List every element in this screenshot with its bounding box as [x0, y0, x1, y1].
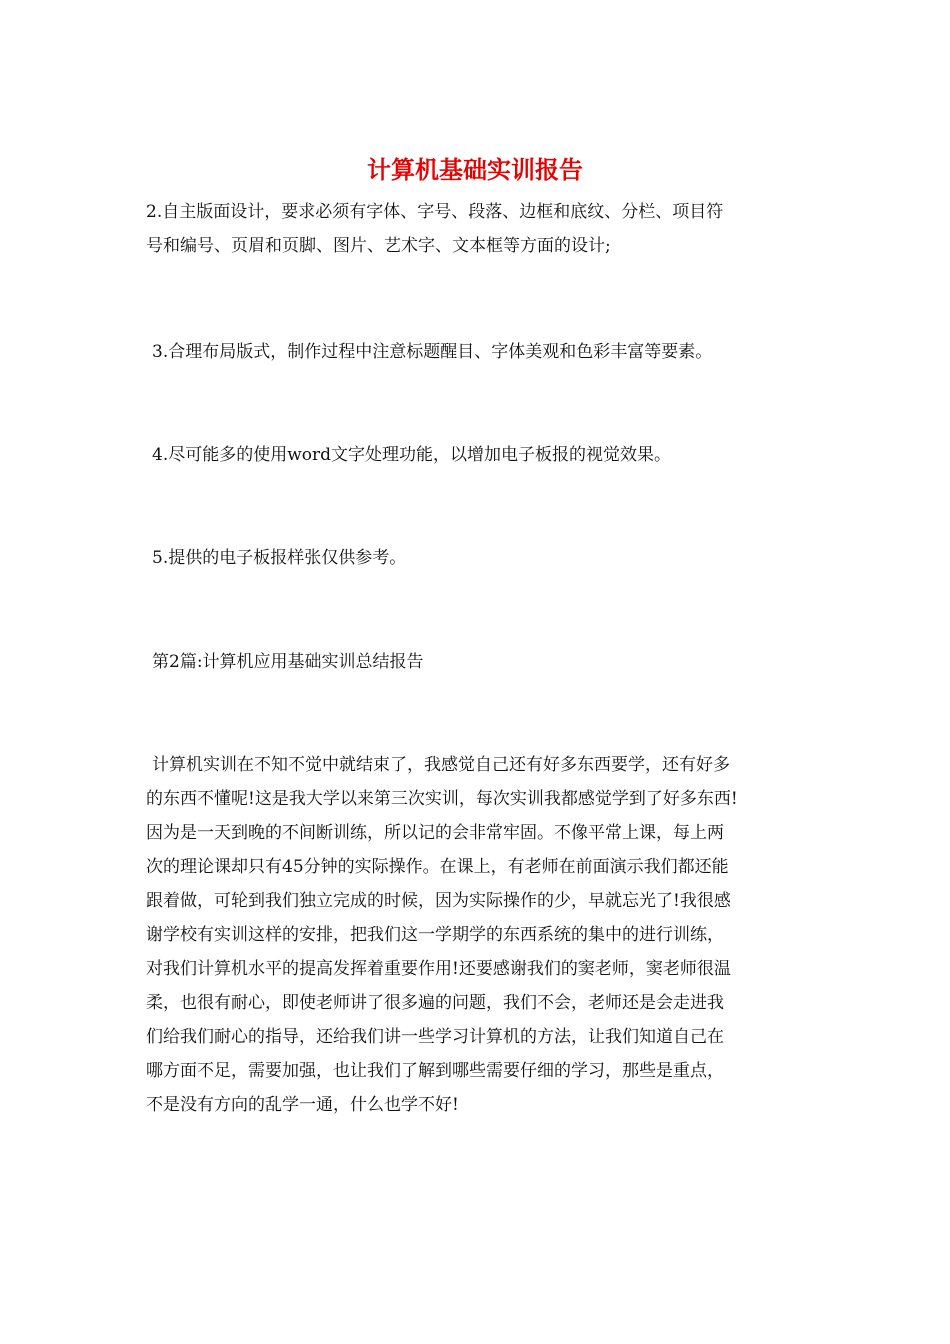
paragraph-line: 不是没有方向的乱学一通，什么也学不好! — [146, 1095, 459, 1115]
requirement-item-4: 4.尽可能多的使用word文字处理功能，以增加电子板报的视觉效果。 — [152, 445, 672, 465]
paragraph-line: 的东西不懂呢!这是我大学以来第三次实训，每次实训我都感觉学到了好多东西! — [146, 789, 738, 809]
paragraph-line: 们给我们耐心的指导，还给我们讲一些学习计算机的方法，让我们知道自己在 — [146, 1027, 724, 1047]
paragraph-line: 号和编号、页眉和页脚、图片、艺术字、文本框等方面的设计; — [146, 236, 611, 256]
paragraph-line: 因为是一天到晚的不间断训练，所以记的会非常牢固。不像平常上课，每上两 — [146, 823, 724, 843]
section-heading: 第2篇:计算机应用基础实训总结报告 — [152, 652, 424, 672]
paragraph-line: 次的理论课却只有45分钟的实际操作。在课上，有老师在前面演示我们都还能 — [146, 857, 729, 877]
document-title: 计算机基础实训报告 — [367, 155, 583, 184]
requirement-item-5: 5.提供的电子板报样张仅供参考。 — [152, 548, 407, 568]
paragraph-line: 谢学校有实训这样的安排，把我们这一学期学的东西系统的集中的进行训练， — [146, 925, 724, 945]
paragraph-line: 计算机实训在不知不觉中就结束了，我感觉自己还有好多东西要学，还有好多 — [152, 755, 730, 775]
paragraph-line: 跟着做，可轮到我们独立完成的时候，因为实际操作的少，早就忘光了!我很感 — [146, 891, 731, 911]
paragraph-line: 2.自主版面设计，要求必须有字体、字号、段落、边框和底纹、分栏、项目符 — [146, 202, 724, 222]
requirement-item-3: 3.合理布局版式，制作过程中注意标题醒目、字体美观和色彩丰富等要素。 — [152, 342, 713, 362]
requirement-item-2 — [146, 195, 816, 263]
paragraph-line: 对我们计算机水平的提高发挥着重要作用!还要感谢我们的窦老师，窦老师很温 — [146, 959, 731, 979]
paragraph-line: 哪方面不足，需要加强，也让我们了解到哪些需要仔细的学习，那些是重点， — [146, 1061, 724, 1081]
paragraph-line: 柔，也很有耐心，即使老师讲了很多遍的问题，我们不会，老师还是会走进我 — [146, 993, 724, 1013]
summary-body — [146, 748, 816, 1122]
